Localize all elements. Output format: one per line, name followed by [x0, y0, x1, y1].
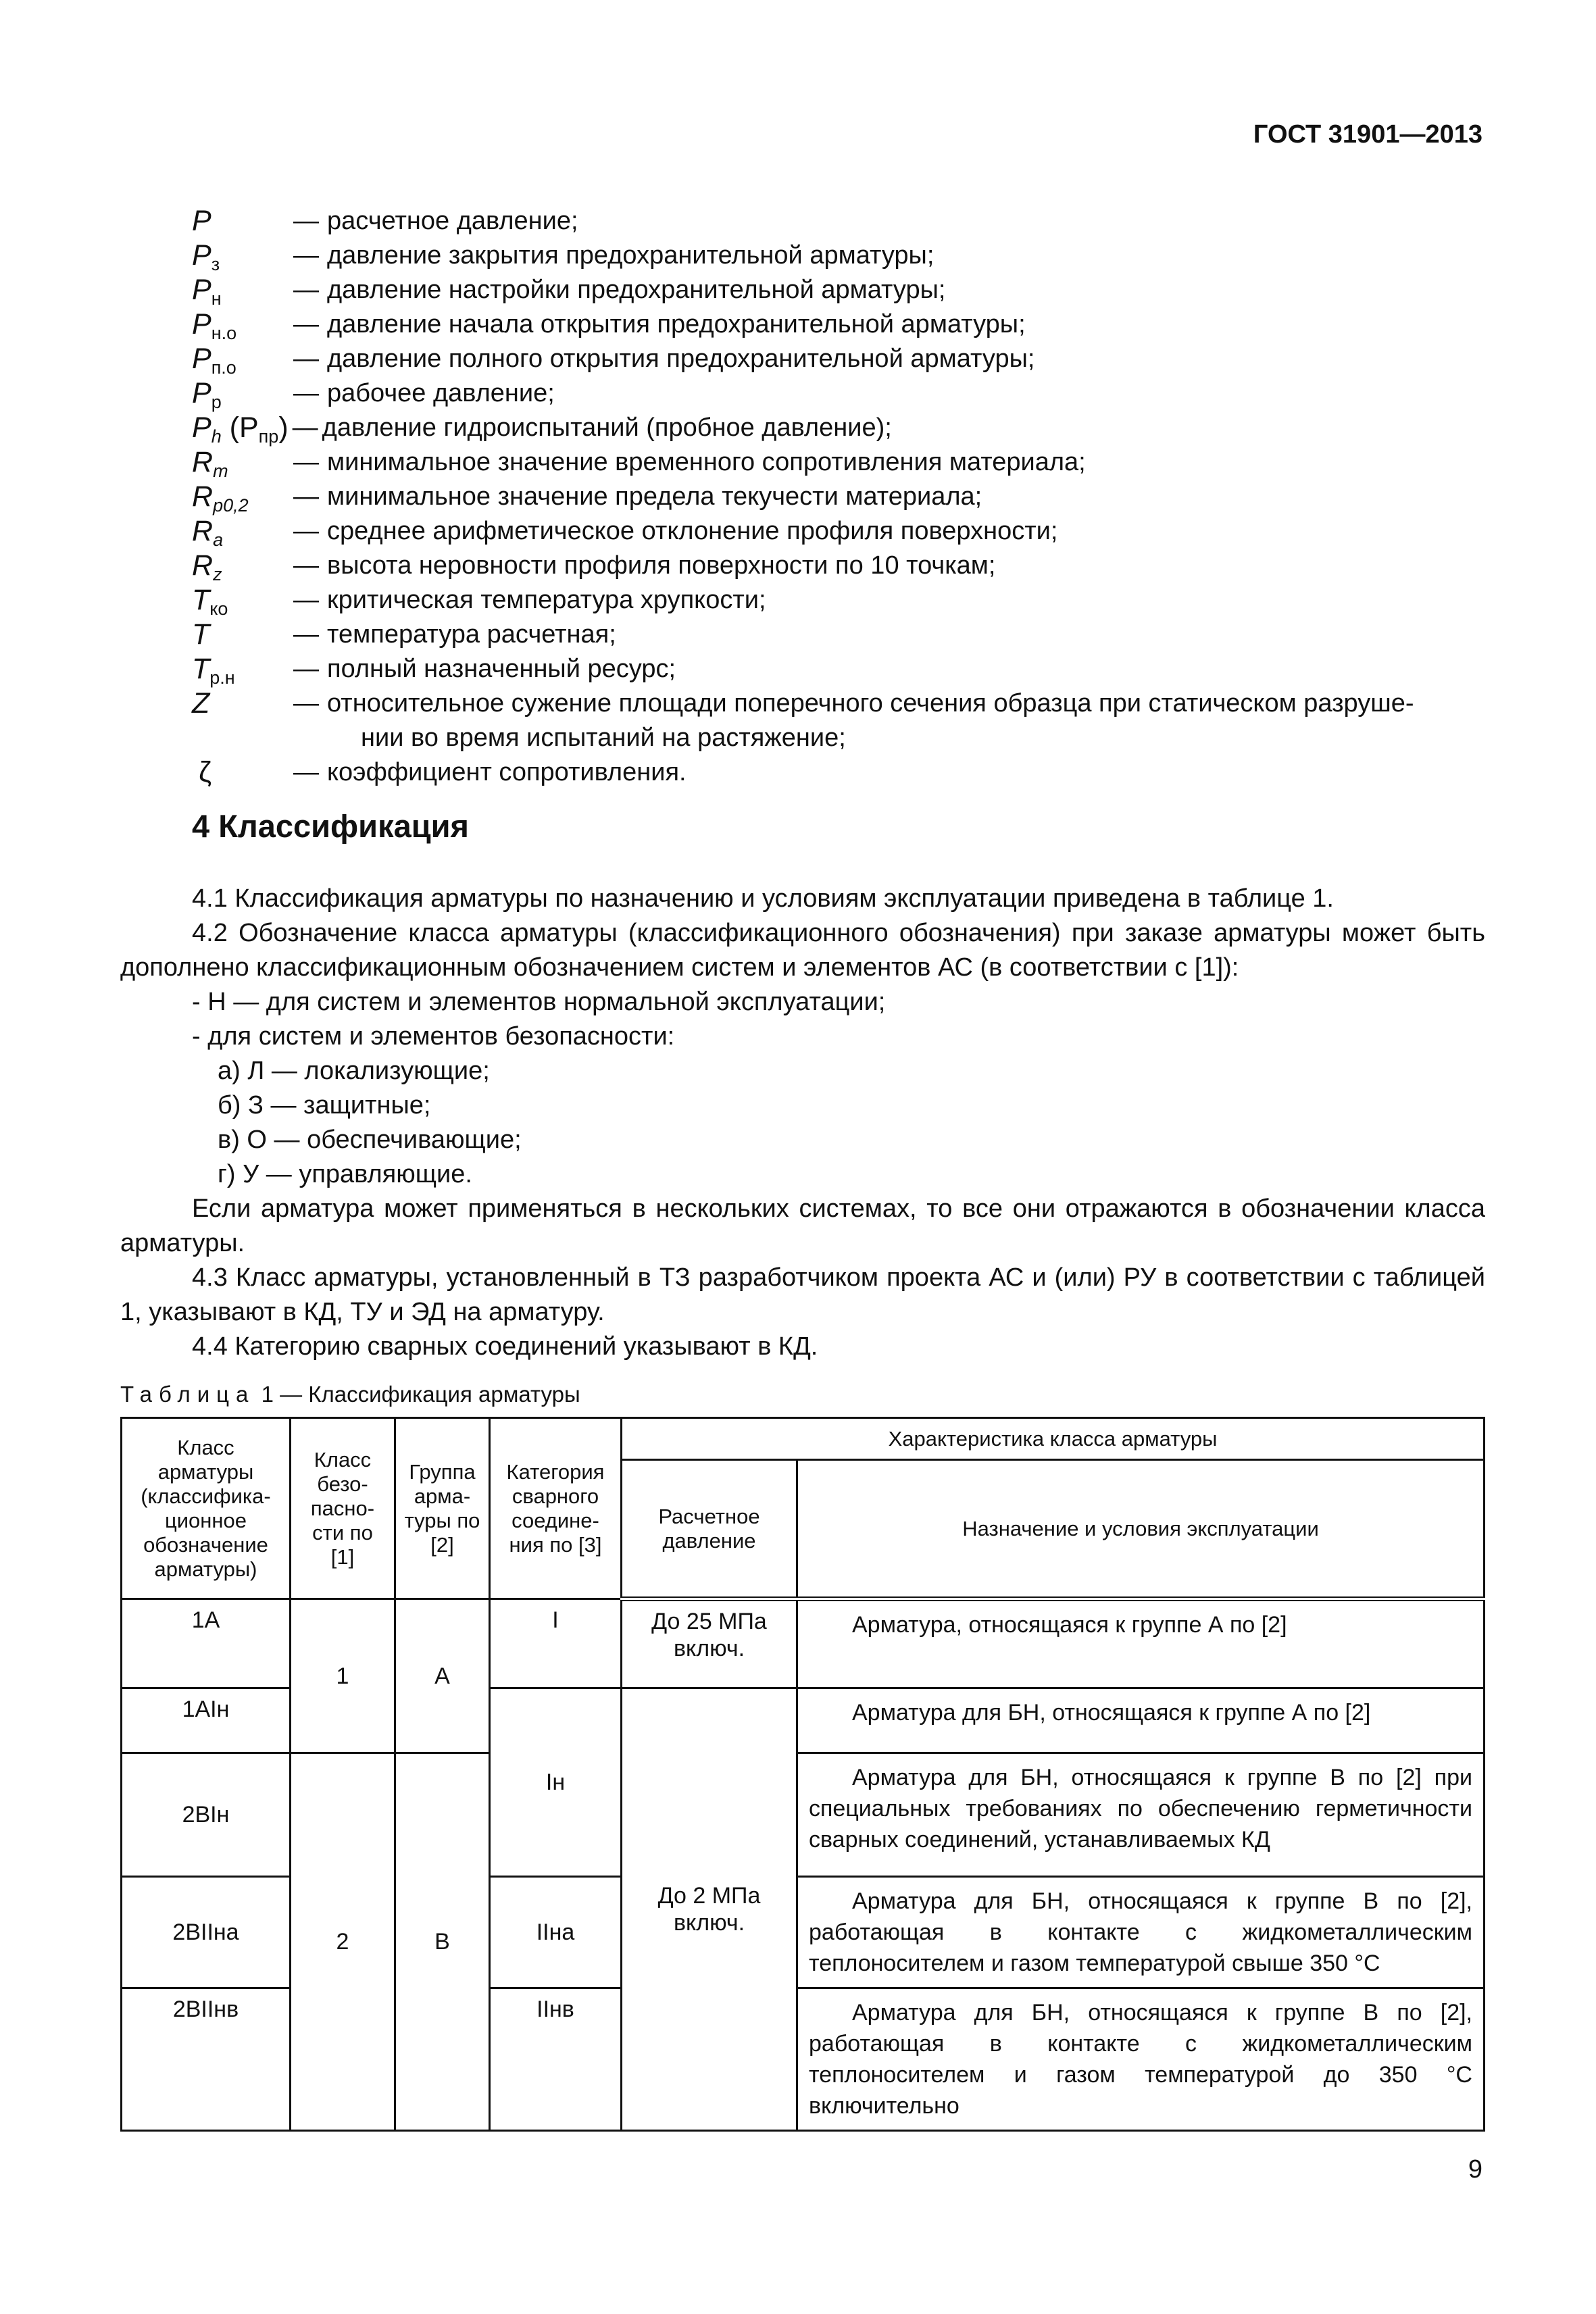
symbol: $R_z$ — [192, 549, 222, 584]
definition-item: $T_{ко}$ — критическая температура хрупкости; — [192, 583, 1485, 618]
definition-text: давление начала открытия предохранительной арматуры; — [327, 310, 1026, 338]
table-row — [122, 1753, 1485, 1877]
definition-text: высота неровности профиля поверхности по 10 точкам; — [327, 551, 996, 580]
classification-table — [120, 1417, 1485, 2132]
cell-weld: IIна — [490, 1877, 622, 1988]
definition-item: $P_{п.о}$ — давление полного открытия предохранительной арматуры; — [192, 342, 1485, 376]
symbol: $P_{п.о}$ — [192, 343, 236, 378]
definition-item: $R_a$ — среднее арифметическое отклонение профиля поверхности; — [192, 514, 1485, 549]
definition-text: рабочее давление; — [327, 379, 555, 407]
definition-text: среднее арифметическое отклонение профиля поверхности; — [327, 517, 1058, 545]
definition-item: $R_m$ — минимальное значение временного сопротивления материала; — [192, 445, 1485, 480]
header-characteristics: Характеристика класса арматуры — [622, 1418, 1485, 1460]
symbol: $P_h$ $(P_{пр})$ — [192, 411, 289, 447]
definition-text: давление закрытия предохранительной арматуры; — [327, 241, 934, 270]
cell-pressure: До 2 МПа включ. — [622, 1688, 797, 2131]
document-header: ГОСТ 31901—2013 — [1253, 120, 1482, 149]
definition-item: $T_{р.н}$ — полный назначенный ресурс; — [192, 652, 1485, 686]
cell-purpose: Арматура для БН, относящаяся к группе В по [2], работающая в контакте с жидкометаллическим теплоносителем и газом температурой свыше 350 °С — [797, 1877, 1485, 1988]
paragraph: 4.1 Классификация арматуры по назначению и условиям эксплуатации приведена в таблице 1. — [192, 884, 1334, 913]
list-item: а) Л — локализующие; — [218, 1057, 490, 1085]
cell-weld: Iн — [490, 1688, 622, 1877]
definition-text: минимальное значение предела текучести материала; — [327, 482, 982, 511]
cell-safety: 2 — [291, 1753, 395, 2131]
definition-text: давление гидроиспытаний (пробное давление); — [322, 413, 892, 442]
definition-item: $P_h$ $(P_{пр})$ — давление гидроиспытаний (пробное давление); — [192, 411, 1485, 445]
cell-purpose: Арматура для БН, относящаяся к группе А по [2] — [797, 1688, 1485, 1753]
cell-group: В — [395, 1753, 490, 2131]
symbol: $R_m$ — [192, 446, 228, 481]
definition-item: $P_р$ — рабочее давление; — [192, 376, 1485, 411]
cell-class: 1А — [122, 1599, 291, 1688]
paragraph: 4.2 Обозначение класса арматуры (классификационного обозначения) при заказе арматуры может быть дополнено классификационным обозначением систем и элементов АС (в соответствии с [1]): — [120, 919, 1485, 982]
paragraph: 4.4 Категорию сварных соединений указывают в КД. — [192, 1332, 818, 1361]
definition-item: $R_z$ — высота неровности профиля поверхности по 10 точкам; — [192, 549, 1485, 583]
page-number: 9 — [1468, 2155, 1482, 2184]
symbol: $P_{н.о}$ — [192, 308, 237, 343]
symbol: $R_{p0,2}$ — [192, 480, 249, 515]
definition-item: $P_з$ — давление закрытия предохранительной арматуры; — [192, 238, 1485, 273]
header-weld-category: Категория сварного соедине-ния по [3] — [490, 1418, 622, 1599]
cell-group: А — [395, 1599, 490, 1753]
definition-text: полный назначенный ресурс; — [327, 655, 676, 683]
list-item: г) У — управляющие. — [218, 1160, 472, 1188]
symbol: $R_a$ — [192, 515, 224, 550]
definition-item: T — температура расчетная; — [192, 618, 1485, 652]
definition-text: температура расчетная; — [327, 620, 616, 649]
cell-class: 1АIн — [122, 1688, 291, 1753]
cell-purpose: Арматура, относящаяся к группе А по [2] — [797, 1599, 1485, 1688]
definition-item: Z — относительное сужение площади поперечного сечения образца при статическом разруше- нии во время испытаний на растяжение; — [192, 686, 1485, 755]
table-row — [122, 1599, 1485, 1688]
symbol: $P_з$ — [192, 239, 220, 274]
definition-text: минимальное значение временного сопротивления материала; — [327, 448, 1086, 476]
cell-purpose: Арматура для БН, относящаяся к группе В по [2] при специальных требованиях по обеспечению герметичности сварных соединений, устанавливаемых КД — [797, 1753, 1485, 1877]
cell-pressure: До 25 МПа включ. — [622, 1599, 797, 1688]
list-item: б) З — защитные; — [218, 1091, 431, 1120]
symbol: P — [192, 205, 211, 237]
header-class: Класс арматуры (классифика-ционное обозначение арматуры) — [122, 1418, 291, 1599]
header-safety-class: Класс безо-пасно-сти по [1] — [291, 1418, 395, 1599]
header-purpose: Назначение и условия эксплуатации — [797, 1460, 1485, 1599]
cell-class: 2ВIIна — [122, 1877, 291, 1988]
symbol: ζ — [199, 756, 211, 788]
symbol: $P_н$ — [192, 274, 222, 309]
definition-item: $R_{p0,2}$ — минимальное значение предела текучести материала; — [192, 480, 1485, 514]
symbol: $T_{р.н}$ — [192, 653, 235, 688]
cell-weld: I — [490, 1599, 622, 1688]
cell-safety: 1 — [291, 1599, 395, 1753]
definition-text: коэффициент сопротивления. — [327, 758, 687, 786]
list-item: - Н — для систем и элементов нормальной эксплуатации; — [192, 988, 886, 1016]
definition-item: $P_н$ — давление настройки предохранительной арматуры; — [192, 273, 1485, 307]
definition-item: $P_{н.о}$ — давление начала открытия предохранительной арматуры; — [192, 307, 1485, 342]
symbol: Z — [192, 687, 210, 720]
definition-item: P — расчетное давление; — [192, 204, 1485, 238]
definition-text: давление настройки предохранительной арматуры; — [327, 276, 946, 304]
definition-text: давление полного открытия предохранительной арматуры; — [327, 345, 1035, 373]
cell-class: 2ВIIнв — [122, 1988, 291, 2131]
list-item: - для систем и элементов безопасности: — [192, 1022, 675, 1051]
cell-class: 2ВIн — [122, 1753, 291, 1877]
definitions-list — [192, 204, 1485, 790]
paragraph: 4.3 Класс арматуры, установленный в ТЗ разработчиком проекта АС и (или) РУ в соответствии с таблицей 1, указывают в КД, ТУ и ЭД на арматуру. — [120, 1263, 1485, 1326]
definition-text: критическая температура хрупкости; — [327, 586, 766, 614]
definition-text: расчетное давление; — [327, 207, 578, 235]
list-item: в) О — обеспечивающие; — [218, 1126, 522, 1154]
definition-text: относительное сужение площади поперечного сечения образца при статическом разруше- нии во время испытаний на растяжение; — [327, 689, 1414, 752]
symbol: $T_{ко}$ — [192, 584, 228, 619]
section-title: 4 Классификация — [192, 808, 469, 844]
section-body — [120, 882, 1485, 1364]
symbol: T — [192, 618, 210, 651]
definition-item: ζ — коэффициент сопротивления. — [192, 755, 1485, 790]
symbol: $P_р$ — [192, 377, 222, 412]
cell-weld: IIнв — [490, 1988, 622, 2131]
paragraph: Если арматура может применяться в нескольких системах, то все они отражаются в обозначении класса арматуры. — [120, 1194, 1485, 1257]
header-pressure: Расчетное давление — [622, 1460, 797, 1599]
header-group: Группа арма-туры по [2] — [395, 1418, 490, 1599]
cell-purpose: Арматура для БН, относящаяся к группе В по [2], работающая в контакте с жидкометаллическим теплоносителем и газом температурой до 350 °С включительно — [797, 1988, 1485, 2131]
table-caption: Таблица 1 — Классификация арматуры — [120, 1382, 580, 1407]
